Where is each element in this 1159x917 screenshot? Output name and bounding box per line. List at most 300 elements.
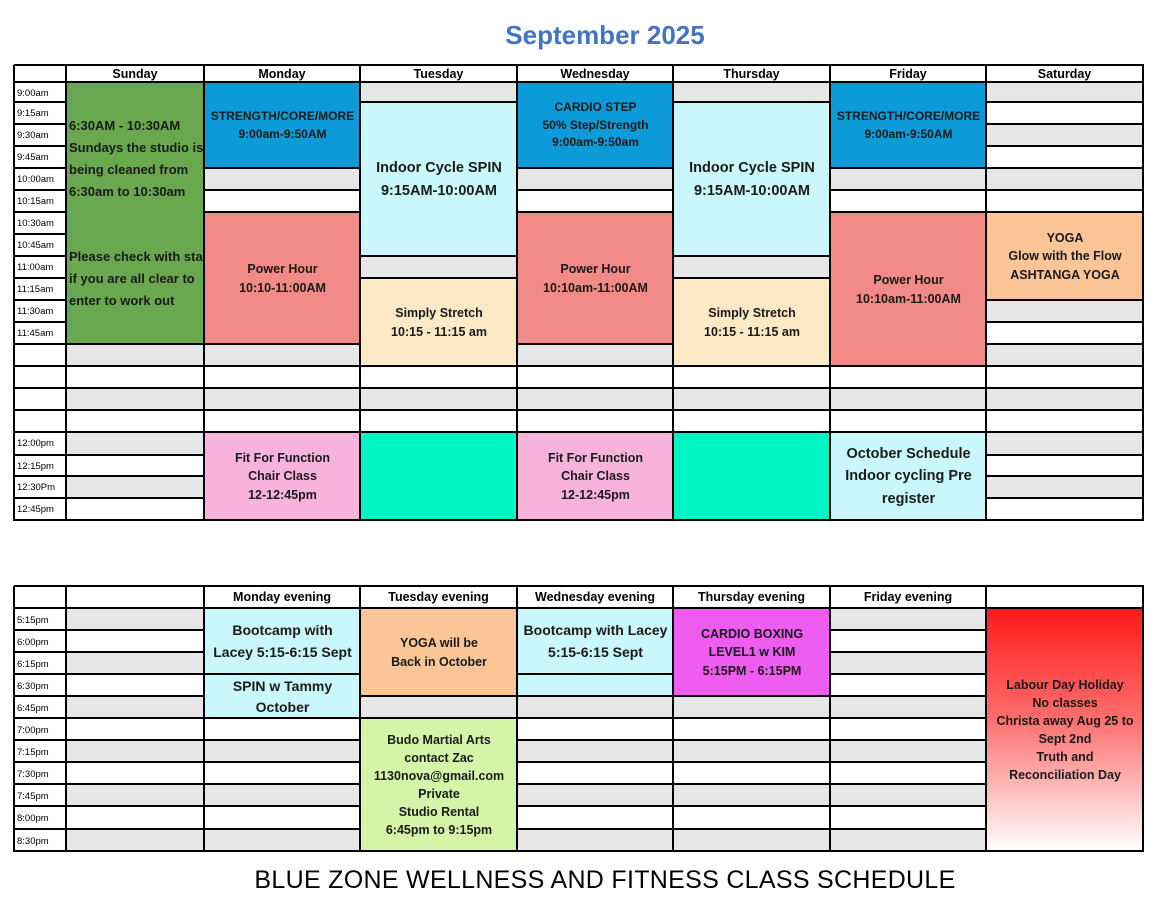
tuesday-budo-martial-arts-line: Studio Rental [398,805,480,820]
grid-line [204,365,361,367]
labour-day-holiday-notice-line: Labour Day Holiday [1006,677,1124,692]
page-title: September 2025 [505,20,705,50]
schedule-cell [986,476,1143,498]
grid-line [66,850,205,852]
tuesday-budo-martial-arts-line: contact Zac [404,750,474,765]
schedule-cell [986,388,1143,410]
grid-line [672,586,674,852]
grid-line [673,81,831,83]
grid-line [66,497,205,499]
grid-line [517,431,674,433]
grid-line [516,432,518,521]
grid-line [14,585,1144,587]
time-label: 11:15am [17,284,54,295]
friday-october-notice-line: register [881,490,936,507]
time-label: 11:45am [17,328,54,339]
schedule-cell [986,432,1143,455]
grid-line [986,101,1144,103]
grid-line [517,81,674,83]
grid-line [14,81,67,83]
grid-line [830,387,987,389]
schedule-cell [204,784,360,806]
grid-line [517,167,674,169]
grid-line [66,343,205,345]
grid-line [360,277,518,279]
grid-line [204,387,361,389]
thursday-noon-block [674,433,830,520]
grid-line [673,850,831,852]
wednesday-power-hour-line: 10:10am-11:00AM [543,280,648,295]
grid-line [986,454,1144,456]
schedule-cell [830,608,986,630]
grid-line [829,432,831,521]
schedule-footer-title: BLUE ZONE WELLNESS AND FITNESS CLASS SCHEDULE [254,866,956,894]
schedule-cell [66,344,204,366]
schedule-cell [66,432,204,455]
grid-line [14,365,67,367]
grid-line [14,739,67,741]
grid-line [66,739,205,741]
grid-line [1142,65,1144,433]
schedule-cell [673,784,830,806]
grid-line [14,167,67,169]
grid-line [517,607,674,609]
grid-line [14,123,67,125]
grid-line [516,65,518,433]
grid-line [204,607,361,609]
grid-line [1142,586,1144,852]
schedule-cell [66,829,204,851]
friday-october-notice-line: Indoor cycling Pre [845,468,972,485]
grid-line [14,519,67,521]
grid-line [986,145,1144,147]
tuesday-yoga-notice [361,609,517,696]
time-label: 10:00am [17,174,54,185]
grid-line [14,805,67,807]
wednesday-cardio-step [518,83,673,168]
monday-spin-october [205,675,360,718]
grid-line [204,431,361,433]
grid-line [986,343,1144,345]
grid-line [204,850,361,852]
grid-line [66,409,205,411]
time-label: 12:30Pm [17,482,56,493]
schedule-cell [517,829,673,851]
grid-line [14,321,67,323]
grid-line [66,475,205,477]
schedule-cell [66,476,204,498]
grid-line [13,432,15,521]
time-label: 7:45pm [17,791,49,802]
friday-power-hour [831,213,986,366]
grid-line [66,717,205,719]
grid-line [830,365,987,367]
time-label: 12:15pm [17,461,54,472]
grid-line [204,805,361,807]
thursday-simply-stretch-line: 10:15 - 11:15 am [704,324,800,339]
grid-line [14,211,67,213]
grid-line [986,387,1144,389]
wednesday-fit-for-function-line: Chair Class [561,469,630,484]
evening-header: Tuesday evening [388,590,489,604]
grid-line [204,343,361,345]
grid-line [66,761,205,763]
grid-line [360,431,518,433]
grid-line [14,299,67,301]
thursday-simply-stretch-line: Simply Stretch [708,306,796,321]
wednesday-bootcamp [518,609,673,674]
grid-line [830,673,987,675]
grid-line [673,255,831,257]
schedule-cell [204,388,360,410]
grid-line [14,233,67,235]
sunday-cleaning-notice-line: 6:30am to 10:30am [69,183,186,199]
schedule-cell [830,696,986,718]
thursday-spin-class [674,103,830,256]
grid-line [14,828,67,830]
friday-october-notice-line: October Schedule [846,445,971,462]
grid-line [672,65,674,433]
grid-line [517,409,674,411]
grid-line [517,519,674,521]
schedule-cell [830,168,986,190]
time-label: 9:00am [17,88,49,99]
grid-line [673,387,831,389]
day-header-sunday: Sunday [112,67,158,81]
grid-line [360,607,518,609]
saturday-yoga-class-line: ASHTANGA YOGA [1010,267,1120,282]
grid-line [66,651,205,653]
tuesday-simply-stretch-line: 10:15 - 11:15 am [391,324,487,339]
time-label: 8:30pm [17,836,49,847]
grid-line [13,586,15,852]
labour-day-holiday-notice-line: No classes [1032,695,1098,710]
grid-line [673,828,831,830]
sunday-cleaning-notice [67,83,204,344]
thursday-simply-stretch [674,279,830,366]
schedule-cell [517,168,673,190]
schedule-cell [986,124,1143,146]
tuesday-budo-martial-arts-line: 6:45pm to 9:15pm [385,823,493,838]
grid-line [986,519,1144,521]
grid-line [66,365,205,367]
tuesday-yoga-notice-line: Back in October [391,654,487,669]
sunday-cleaning-notice-line: Please check with sta [69,249,203,265]
grid-line [517,387,674,389]
schedule-cell [517,696,673,718]
grid-line [673,431,831,433]
tuesday-budo-martial-arts-line: Budo Martial Arts [387,732,491,747]
tuesday-simply-stretch [361,279,517,366]
tuesday-noon-block [361,433,517,520]
grid-line [673,277,831,279]
grid-line [204,783,361,785]
schedule-cell [517,740,673,762]
grid-line [830,409,987,411]
monday-spin-october-line: SPIN w Tammy [232,678,333,695]
tuesday-spin-class [361,103,517,256]
schedule-cell [360,696,517,718]
schedule-cell [986,300,1143,322]
monday-strength-class [205,83,360,168]
grid-line [986,167,1144,169]
schedule-cell [204,829,360,851]
monday-strength-class-line: 9:00am-9:50AM [238,126,327,141]
time-label: 7:30pm [17,769,49,780]
grid-line [65,65,67,433]
sunday-cleaning-notice-line [69,224,73,246]
grid-line [13,65,15,433]
grid-line [204,409,361,411]
monday-power-hour [205,213,360,344]
grid-line [14,387,67,389]
grid-line [14,475,67,477]
friday-october-notice [831,433,986,520]
time-label: 6:30pm [17,681,49,692]
schedule-cell [830,388,986,410]
grid-line [65,432,67,521]
grid-line [360,365,518,367]
monday-power-hour-line: Power Hour [247,262,318,277]
time-label: 8:00pm [17,813,49,824]
schedule-cell [673,696,830,718]
sunday-cleaning-notice-line: Sundays the studio is [69,140,204,156]
tuesday-spin-class-line: 9:15AM-10:00AM [380,182,498,199]
evening-header: Wednesday evening [535,590,655,604]
grid-line [986,497,1144,499]
grid-line [204,828,361,830]
monday-spin-october-line: October [255,698,310,715]
grid-line [830,717,987,719]
grid-line [517,739,674,741]
grid-line [204,211,361,213]
tuesday-budo-martial-arts [361,719,517,851]
time-label: 6:00pm [17,637,49,648]
schedule-cell [204,344,360,366]
grid-line [829,65,831,433]
grid-line [986,607,1144,609]
grid-line [985,65,987,433]
labour-day-holiday-notice [987,609,1143,851]
grid-line [673,607,831,609]
grid-line [66,828,205,830]
schedule-cell [673,388,830,410]
grid-line [830,431,987,433]
grid-line [830,211,987,213]
grid-line [517,189,674,191]
grid-line [986,321,1144,323]
grid-line [360,409,518,411]
wednesday-fit-for-function-line: 12-12:45pm [561,487,630,502]
sunday-cleaning-notice-line: 6:30AM - 10:30AM [69,118,181,134]
grid-line [14,343,67,345]
tuesday-simply-stretch-line: Simply Stretch [395,306,483,321]
grid-line [66,387,205,389]
grid-line [517,211,674,213]
grid-line [14,101,67,103]
grid-line [986,409,1144,411]
grid-line [672,432,674,521]
time-label: 7:15pm [17,747,49,758]
day-header-thursday: Thursday [723,67,780,81]
grid-line [204,519,361,521]
wednesday-power-hour [518,213,673,344]
wednesday-bootcamp-line: 5:15-6:15 Sept [548,643,643,660]
grid-line [830,81,987,83]
grid-line [673,519,831,521]
grid-line [986,189,1144,191]
grid-line [14,409,67,411]
grid-line [360,850,518,852]
grid-line [360,717,518,719]
grid-line [830,189,987,191]
grid-line [204,739,361,741]
time-label: 9:15am [17,108,49,119]
wednesday-bootcamp-extension [518,675,673,696]
time-label: 12:45pm [17,504,54,515]
schedule-cell [673,829,830,851]
wednesday-fit-for-function-line: Fit For Function [547,451,644,466]
tuesday-budo-martial-arts-line: 1130nova@gmail.com [373,768,505,783]
time-label: 9:30am [17,130,49,141]
grid-line [986,81,1144,83]
evening-header: Monday evening [233,590,331,604]
thursday-cardio-boxing-line: CARDIO BOXING [700,627,804,642]
friday-strength-class [831,83,986,168]
friday-strength-class-line: STRENGTH/CORE/MORE [836,109,981,124]
grid-line [14,277,67,279]
grid-line [673,409,831,411]
grid-line [830,607,987,609]
grid-line [359,65,361,433]
grid-line [66,519,205,521]
grid-line [830,519,987,521]
grid-line [986,475,1144,477]
time-label: 7:00pm [17,725,49,736]
grid-line [517,783,674,785]
tuesday-budo-martial-arts-line: Private [418,787,460,801]
sunday-cleaning-notice-line: enter to work out [69,292,175,308]
time-label: 10:30am [17,218,54,229]
grid-line [14,497,67,499]
grid-line [673,695,831,697]
grid-line [66,673,205,675]
grid-line [830,651,987,653]
grid-line [673,365,831,367]
time-label: 9:45am [17,152,49,163]
grid-line [517,850,674,852]
grid-line [830,695,987,697]
grid-line [830,761,987,763]
grid-line [14,629,67,631]
monday-fit-for-function [205,433,360,520]
grid-line [14,850,67,852]
grid-line [14,255,67,257]
thursday-cardio-boxing-line: LEVEL1 w KIM [708,645,796,660]
schedule-cell [830,784,986,806]
time-label: 5:15pm [17,615,49,626]
schedule-cell [673,740,830,762]
evening-header: Friday evening [863,590,953,604]
evening-header: Thursday evening [698,590,805,604]
grid-line [66,454,205,456]
grid-line [204,189,361,191]
monday-bootcamp-line: Bootcamp with [232,621,333,638]
grid-line [829,586,831,852]
grid-line [673,101,831,103]
grid-line [673,739,831,741]
grid-line [830,805,987,807]
monday-power-hour-line: 10:10-11:00AM [239,280,326,295]
sunday-cleaning-notice-line: if you are all clear to [69,271,195,287]
schedule-cell [360,388,517,410]
schedule-cell [66,652,204,674]
schedule-cell [517,344,673,366]
monday-fit-for-function-line: 12-12:45pm [248,487,317,502]
grid-line [66,607,205,609]
schedule-cell [673,82,830,102]
grid-line [14,695,67,697]
grid-line [360,255,518,257]
time-label: 10:15am [17,196,54,207]
grid-line [986,123,1144,125]
grid-line [830,850,987,852]
schedule-cell [66,740,204,762]
time-label: 11:00am [17,262,54,273]
schedule-cell [360,82,517,102]
monday-bootcamp-line: Lacey 5:15-6:15 Sept [213,643,352,660]
grid-line [14,189,67,191]
saturday-yoga-class-line: Glow with the Flow [1008,249,1122,264]
monday-strength-class-line: STRENGTH/CORE/MORE [210,109,355,124]
wednesday-cardio-step-line: CARDIO STEP [554,100,637,115]
grid-line [830,629,987,631]
grid-line [14,454,67,456]
tuesday-yoga-notice-line: YOGA will be [399,636,479,651]
schedule-cell [986,82,1143,102]
grid-line [830,739,987,741]
grid-line [14,673,67,675]
schedule-cell [517,388,673,410]
sunday-cleaning-notice-line [69,203,73,225]
grid-line [14,607,67,609]
schedule-cell [830,652,986,674]
grid-line [516,586,518,852]
monday-bootcamp [205,609,360,674]
grid-line [830,167,987,169]
friday-strength-class-line: 9:00am-9:50AM [864,126,953,141]
grid-line [66,783,205,785]
grid-line [14,783,67,785]
schedule-cell [66,696,204,718]
schedule-cell [360,256,517,278]
grid-line [986,431,1144,433]
grid-line [66,431,205,433]
grid-line [673,805,831,807]
monday-fit-for-function-line: Fit For Function [234,451,331,466]
grid-line [517,695,674,697]
wednesday-fit-for-function [518,433,673,520]
grid-line [830,783,987,785]
thursday-spin-class-line: Indoor Cycle SPIN [689,160,815,177]
tuesday-spin-class-line: Indoor Cycle SPIN [376,160,502,177]
grid-line [66,81,205,83]
grid-line [66,695,205,697]
grid-line [14,761,67,763]
grid-line [14,651,67,653]
wednesday-cardio-step-line: 50% Step/Strength [542,117,649,132]
grid-line [204,167,361,169]
